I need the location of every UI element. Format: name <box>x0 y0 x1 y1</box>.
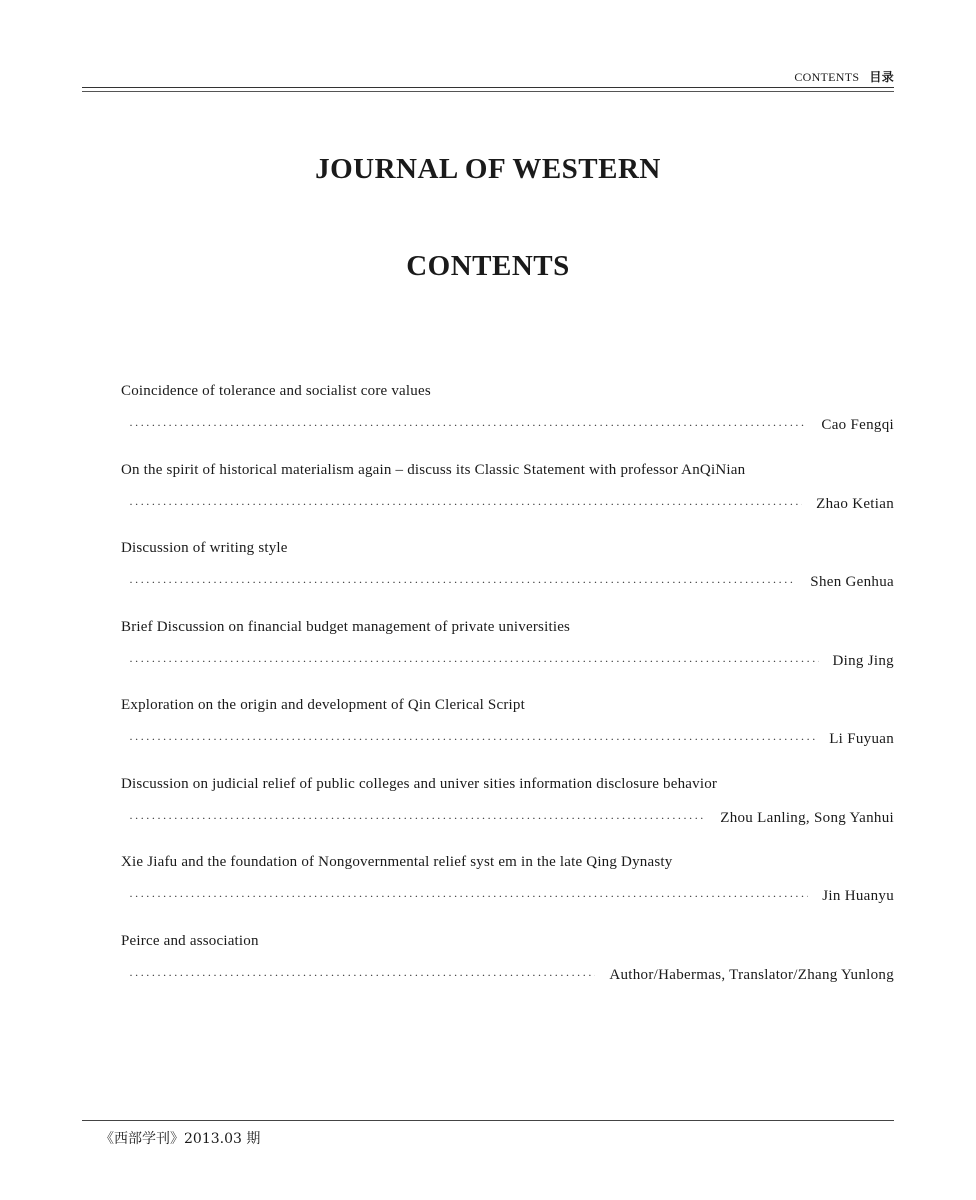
toc-entry <box>121 695 894 774</box>
table-of-contents <box>121 381 894 1009</box>
toc-entry <box>121 931 894 1010</box>
toc-entry-author: Cao Fengqi <box>821 417 894 433</box>
toc-entry <box>121 852 894 931</box>
toc-entry-author: Author/Habermas, Translator/Zhang Yunlong <box>609 966 894 983</box>
toc-entry-line <box>121 417 894 434</box>
toc-entry-title: Discussion of writing style <box>121 540 288 556</box>
leader-dots <box>121 497 802 512</box>
running-header-cn: 目录 <box>869 70 894 84</box>
leader-dots <box>121 811 706 826</box>
leader-dots <box>121 968 595 983</box>
toc-entry-author: Zhou Lanling, Song Yanhui <box>720 809 894 826</box>
toc-entry-line <box>121 888 894 905</box>
leader-dots <box>121 575 796 590</box>
toc-entry <box>121 538 894 617</box>
running-header <box>794 68 894 85</box>
toc-entry <box>121 617 894 696</box>
toc-entry-title: Exploration on the origin and development of Qin Clerical Script <box>121 697 525 713</box>
toc-entry <box>121 774 894 853</box>
toc-entry-author: Jin Huanyu <box>822 888 894 904</box>
toc-entry-author: Li Fuyuan <box>829 731 894 747</box>
toc-entry-title: Brief Discussion on financial budget management of private universities <box>121 618 571 635</box>
toc-entry <box>121 460 894 539</box>
header-rule-thick <box>82 87 894 88</box>
running-header-text: CONTENTS <box>794 70 860 84</box>
toc-entry-title: Coincidence of tolerance and socialist core values <box>121 383 431 399</box>
footer-rule <box>82 1120 894 1121</box>
toc-entry-line <box>121 810 894 827</box>
contents-heading: CONTENTS <box>406 250 570 282</box>
toc-entry-line <box>121 731 894 748</box>
toc-entry-line <box>121 574 894 591</box>
toc-entry-line <box>121 967 894 984</box>
toc-entry-title: Xie Jiafu and the foundation of Nongovernmental relief syst em in the late Qing Dynasty <box>121 854 673 870</box>
toc-entry-title: Discussion on judicial relief of public colleges and univer sities information disclosure behavior <box>121 775 718 792</box>
toc-entry-author: Ding Jing <box>832 652 894 669</box>
toc-entry-title: On the spirit of historical materialism again – discuss its Classic Statement with professor AnQiNian <box>121 461 746 478</box>
toc-entry-title: Peirce and association <box>121 932 259 949</box>
journal-title: JOURNAL OF WESTERN <box>315 153 661 185</box>
toc-entry-author: Zhao Ketian <box>816 495 894 512</box>
leader-dots <box>121 418 807 433</box>
toc-entry <box>121 381 894 460</box>
leader-dots <box>121 654 819 669</box>
toc-entry-line <box>121 653 894 670</box>
header-rule-thin <box>82 91 894 92</box>
leader-dots <box>121 889 808 904</box>
toc-entry-author: Shen Genhua <box>810 574 894 590</box>
toc-entry-line <box>121 496 894 513</box>
footer-journal-issue: 《西部学刊》2013.03 期 <box>100 1131 261 1147</box>
leader-dots <box>121 732 815 747</box>
